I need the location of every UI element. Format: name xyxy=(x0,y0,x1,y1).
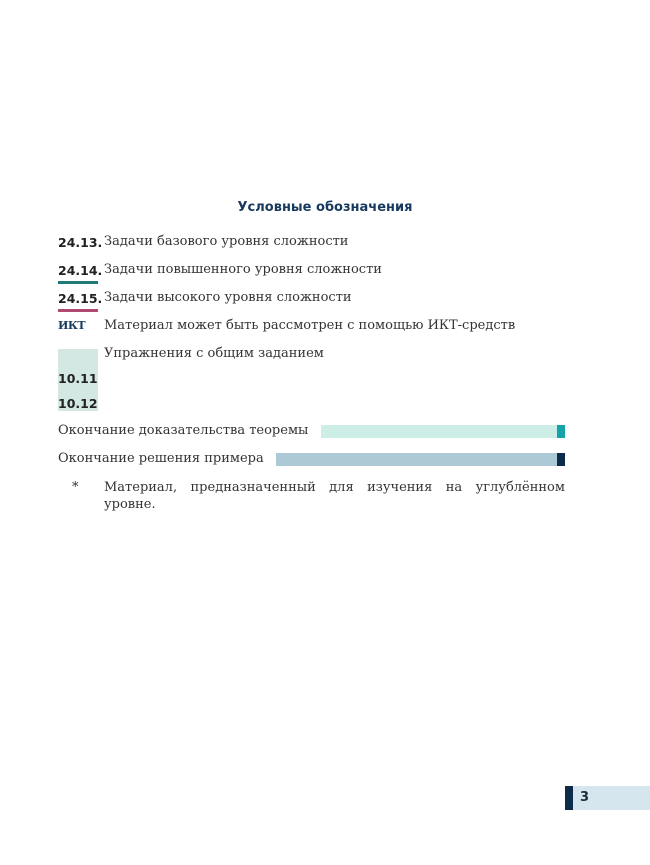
note-line-2: уровне. xyxy=(104,497,156,512)
legend-basic: Задачи базового уровня сложности xyxy=(104,234,349,249)
example-end-label: Окончание решения примера xyxy=(58,451,264,466)
page-number-accent xyxy=(565,786,573,810)
underline-advanced xyxy=(58,281,98,284)
marker-advanced: 24.14. xyxy=(58,263,103,278)
example-end-bar xyxy=(276,453,565,466)
page-number: 3 xyxy=(580,790,590,805)
underline-high xyxy=(58,309,98,312)
marker-basic: 24.13. xyxy=(58,235,103,250)
page-title: Условные обозначения xyxy=(237,200,413,215)
theorem-end-cap xyxy=(557,425,565,438)
note-line-1: Материал, предназначенный для изучения на углублённом xyxy=(104,480,565,495)
theorem-end-bar xyxy=(321,425,565,438)
example-end-cap xyxy=(557,453,565,466)
marker-ict: ИКТ xyxy=(58,319,86,332)
note-asterisk: * xyxy=(72,480,79,495)
group-number-2: 10.12 xyxy=(58,396,98,411)
legend-ict: Материал может быть рассмотрен с помощью ИКТ-средств xyxy=(104,318,516,333)
marker-high: 24.15. xyxy=(58,291,103,306)
legend-group: Упражнения с общим заданием xyxy=(104,346,324,361)
page-number-box xyxy=(565,786,650,810)
legend-advanced: Задачи повышенного уровня сложности xyxy=(104,262,382,277)
theorem-end-label: Окончание доказательства теоремы xyxy=(58,423,309,438)
group-number-1: 10.11 xyxy=(58,371,98,386)
legend-high: Задачи высокого уровня сложности xyxy=(104,290,352,305)
